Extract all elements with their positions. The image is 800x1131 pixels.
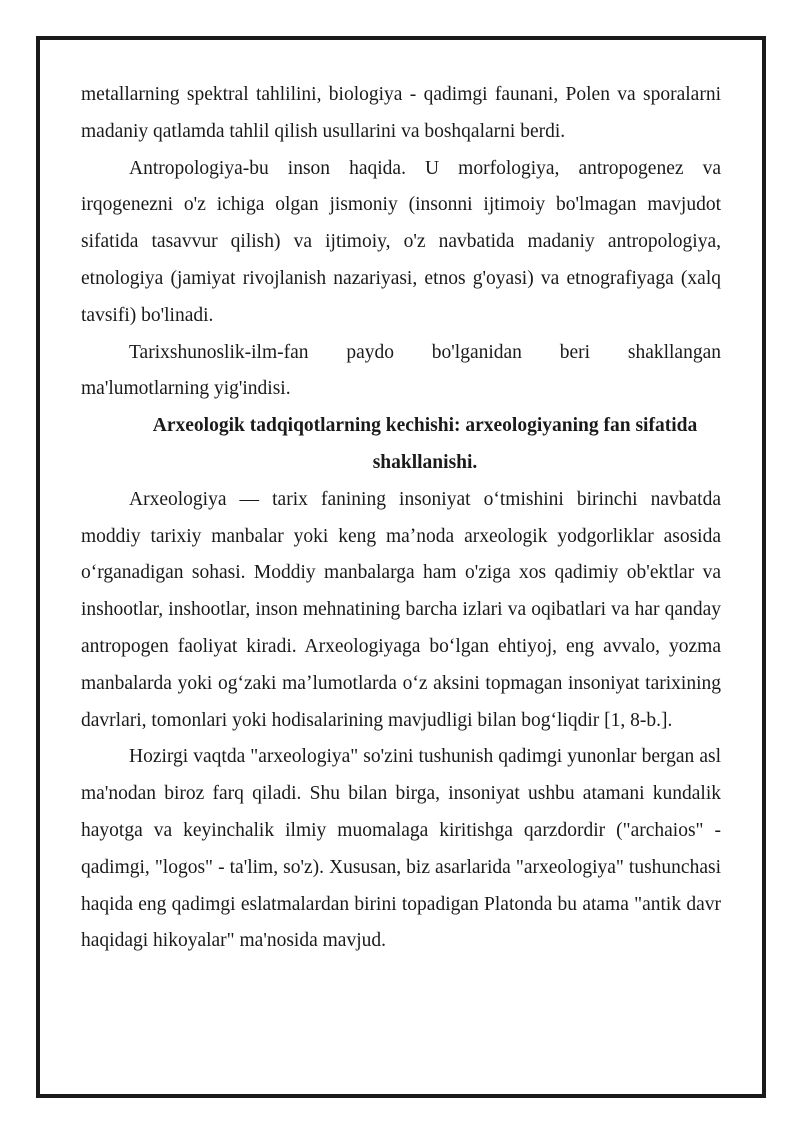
document-body <box>81 77 721 960</box>
paragraph-continuation: metallarning spektral tahlilini, biologiya - qadimgi faunani, Polen va sporalarni madaniy qatlamda tahlil qilish usullarini va boshqalarni berdi. <box>81 84 721 142</box>
paragraph-archaeology-definition: Arxeologiya — tarix fanining insoniyat oʻtmishini birinchi navbatda moddiy tarixiy manbalar yoki keng maʼnoda arxeologik yodgorliklar asosida oʻrganadigan sohasi. Moddiy manbalarga ham o'ziga xos qadimiy ob'ektlar va inshootlar, inshootlar, inson mehnatining barcha izlari va oqibatlari va har qanday antropogen faoliyat kiradi. Arxeologiyaga boʻlgan ehtiyoj, eng avvalo, yozma manbalarda yoki ogʻzaki maʼlumotlarda oʻz aksini topmagan insoniyat tarixining davrlari, tomonlari yoki hodisalarining mavjudligi bilan bogʻliqdir [1, 8-b.]. <box>81 488 721 731</box>
section-heading: Arxeologik tadqiqotlarning kechishi: arxeologiyaning fan sifatida shakllanishi. <box>152 415 698 473</box>
paragraph-anthropology: Antropologiya-bu inson haqida. U morfologiya, antropogenez va irqogenezni o'z ichiga olgan jismoniy (insonni ijtimoiy bo'lmagan mavjudot sifatida tasavvur qilish) va ijtimoiy, o'z navbatida madaniy antropologiya, etnologiya (jamiyat rivojlanish nazariyasi, etnos g'oyasi) va etnografiyaga (xalq tavsifi) bo'linadi. <box>81 157 721 326</box>
paragraph-archaeology-term: Hozirgi vaqtda "arxeologiya" so'zini tushunish qadimgi yunonlar bergan asl ma'nodan biroz farq qiladi. Shu bilan birga, insoniyat ushbu atamani kundalik hayotga va keyinchalik ilmiy muomalaga kiritishga qarzdordir ("archaios" - qadimgi, "logos" - ta'lim, so'z). Xususan, biz asarlarida "arxeologiya" tushunchasi haqida eng qadimgi eslatmalardan birini topadigan Platonda bu atama "antik davr haqidagi hikoyalar" ma'nosida mavjud. <box>81 746 721 952</box>
paragraph-historiography: Tarixshunoslik-ilm-fan paydo bo'lganidan beri shakllangan ma'lumotlarning yig'indisi. <box>81 341 721 400</box>
page-border <box>36 36 766 1098</box>
